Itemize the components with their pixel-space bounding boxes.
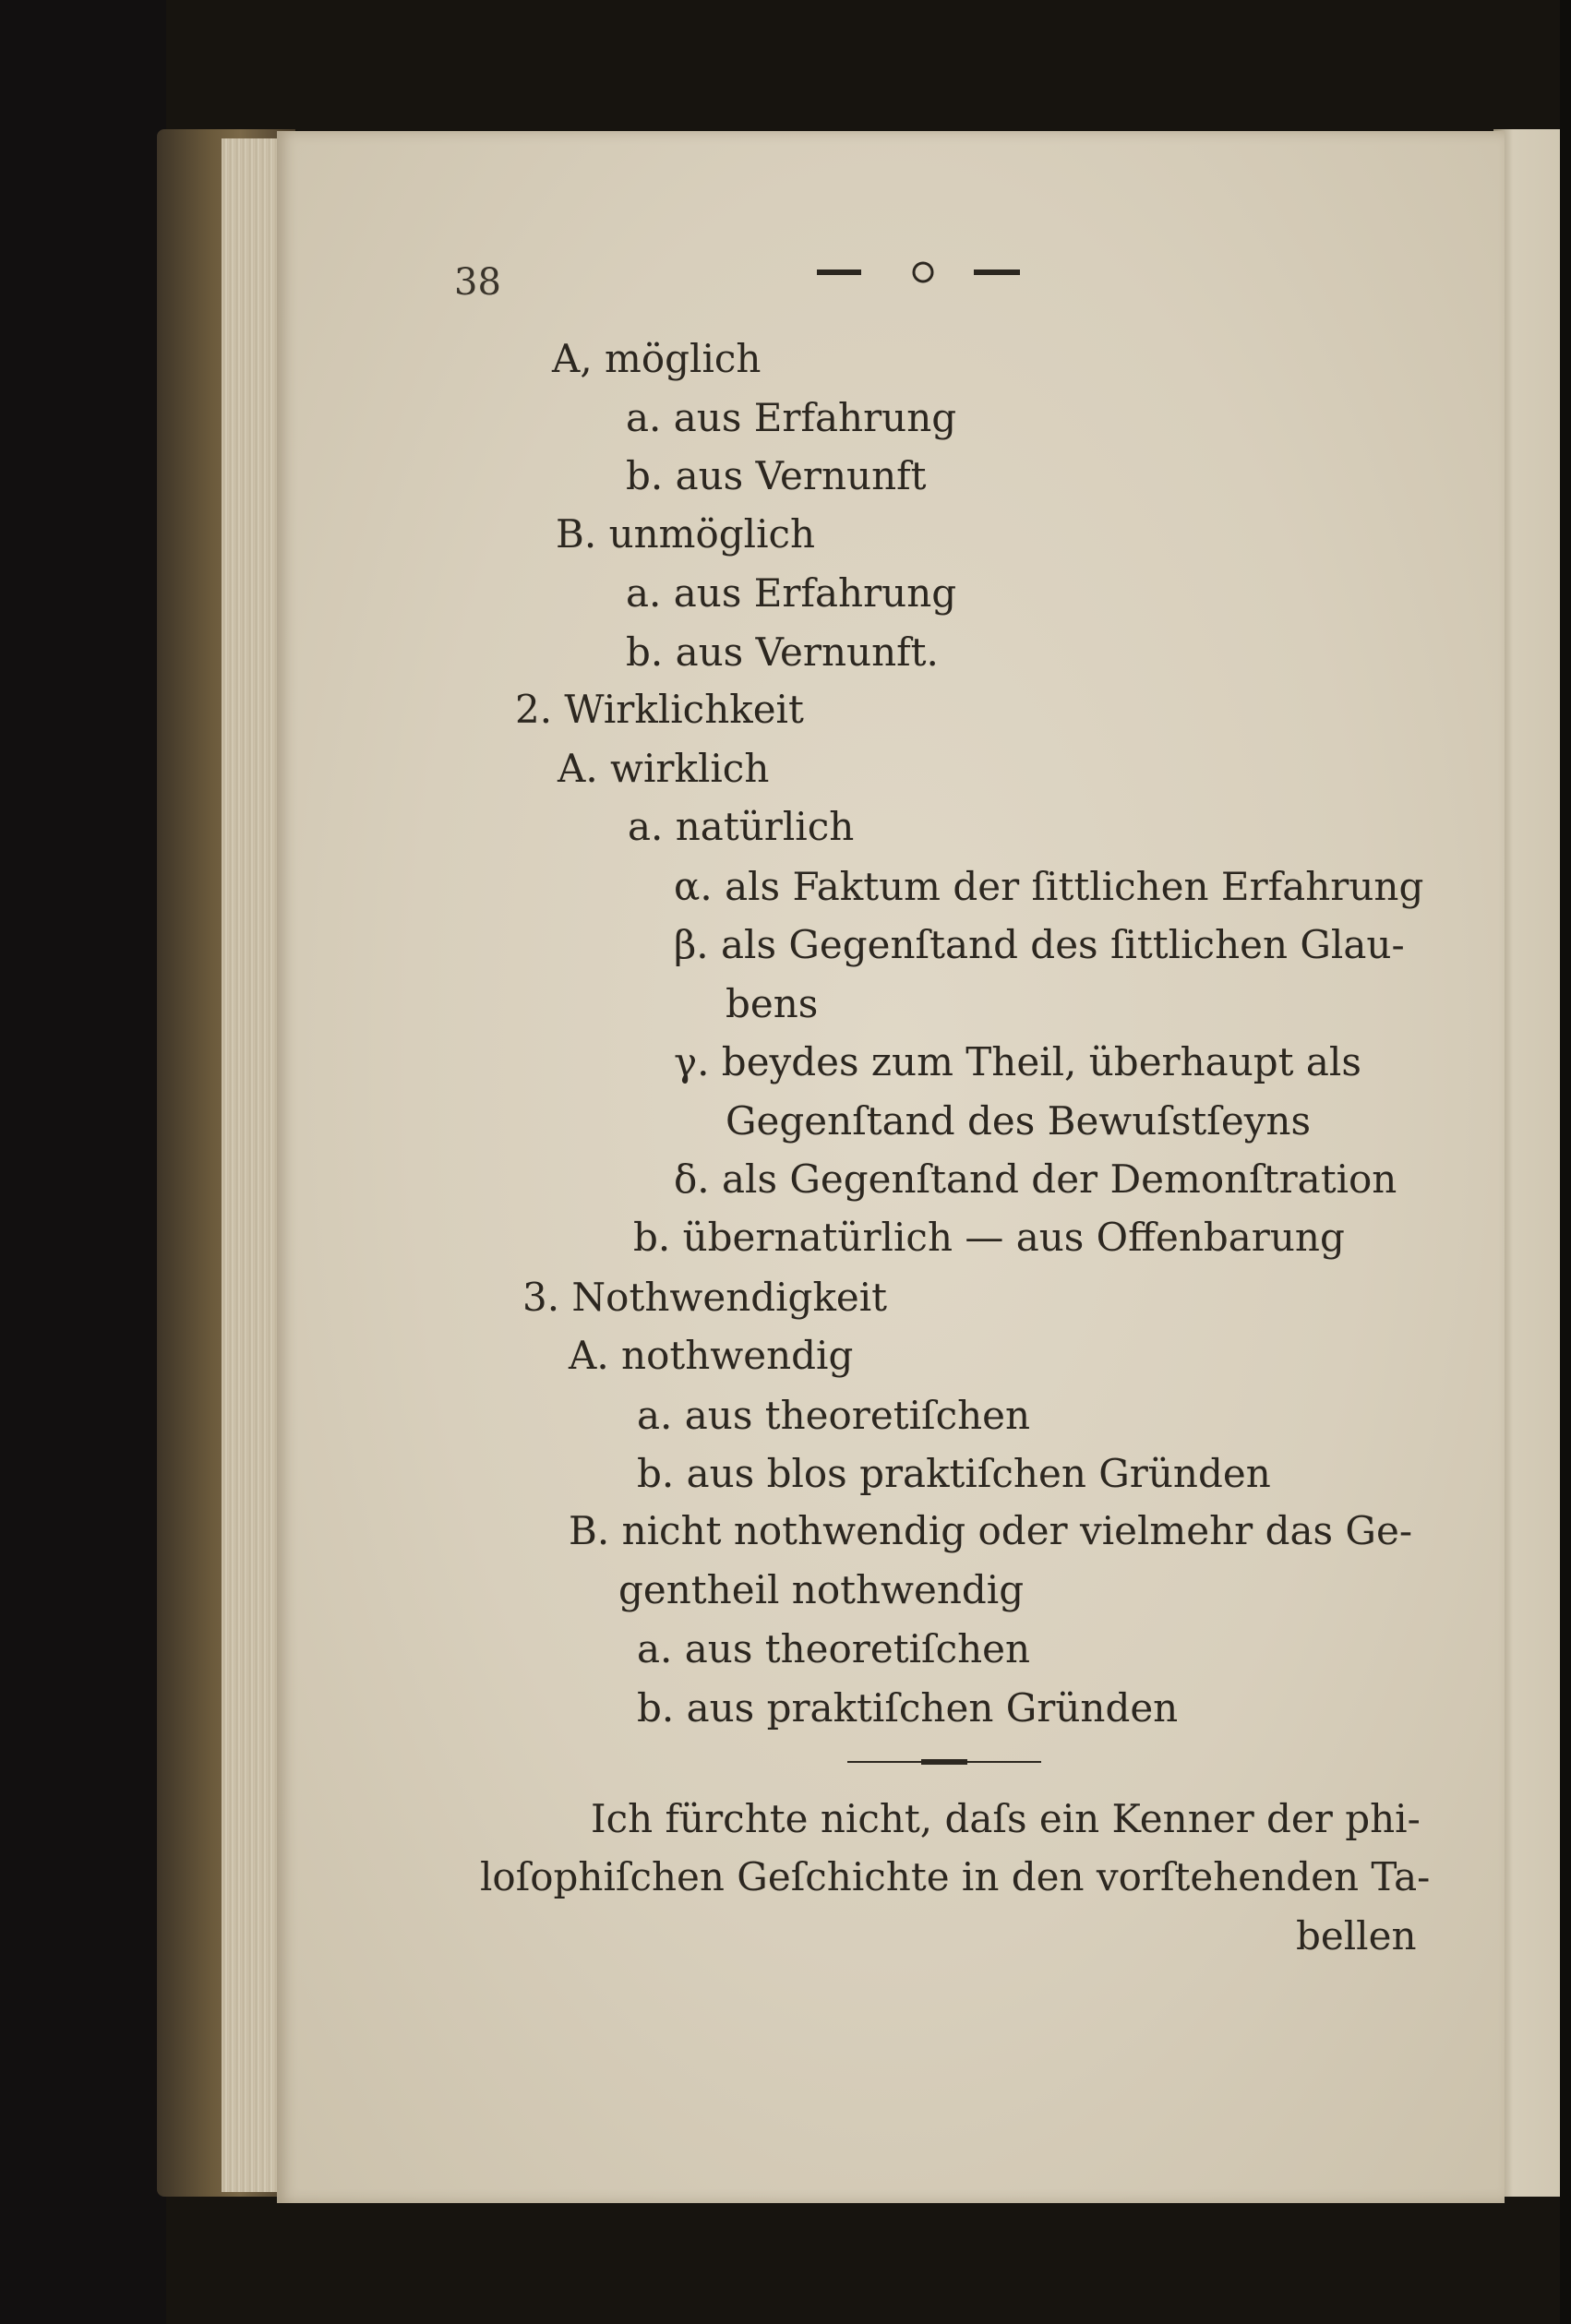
outline-line-16: b. übernatürlich — aus Offenbarung xyxy=(633,1215,1345,1260)
outline-line-20: b. aus blos praktiſchen Gründen xyxy=(637,1451,1271,1496)
outline-line-2: a. aus Erfahrung xyxy=(626,395,957,440)
outline-line-10: α. als Faktum der ſittlichen Erfahrung xyxy=(674,864,1424,909)
outline-line-21: B. nicht nothwendig oder vielmehr das Ge- xyxy=(569,1508,1413,1553)
section-separator xyxy=(847,1758,1041,1766)
outline-line-19: a. aus theoretiſchen xyxy=(637,1393,1031,1438)
paragraph-line-1: Ich fürchte nicht, daſs ein Kenner der phi- xyxy=(591,1796,1421,1841)
outline-line-23: a. aus theoretiſchen xyxy=(637,1626,1031,1671)
background-right xyxy=(1560,0,1571,2324)
paragraph-catchword: bellen xyxy=(1296,1913,1417,1959)
outline-line-15: δ. als Gegenſtand der Demonſtration xyxy=(674,1156,1397,1202)
outline-line-4: B. unmöglich xyxy=(556,511,816,557)
outline-line-5: a. aus Erfahrung xyxy=(626,570,957,616)
outline-line-17: 3. Nothwendigkeit xyxy=(522,1275,888,1320)
header-ornament xyxy=(817,258,1029,286)
outline-line-22: gentheil nothwendig xyxy=(618,1567,1025,1612)
outline-line-3: b. aus Vernunft xyxy=(626,453,927,498)
outline-line-14: Gegenſtand des Bewuſstſeyns xyxy=(726,1098,1312,1144)
outline-line-6: b. aus Vernunft. xyxy=(626,629,939,675)
outline-line-11: β. als Gegenſtand des ſittlichen Glau- xyxy=(674,922,1405,967)
outline-line-7: 2. Wirklichkeit xyxy=(515,687,804,732)
background-left xyxy=(0,0,166,2324)
outline-line-1: A, möglich xyxy=(552,336,762,381)
outline-line-12: bens xyxy=(726,981,819,1026)
outline-line-9: a. natürlich xyxy=(628,804,855,849)
outline-line-24: b. aus praktiſchen Gründen xyxy=(637,1685,1179,1731)
outline-line-13: γ. beydes zum Theil, überhaupt als xyxy=(674,1039,1361,1084)
paragraph-line-2: loſophiſchen Geſchichte in den vorſtehenden Ta- xyxy=(480,1854,1431,1899)
outline-line-18: A. nothwendig xyxy=(569,1333,854,1378)
page-number: 38 xyxy=(454,261,501,304)
outline-line-8: A. wirklich xyxy=(558,746,770,791)
